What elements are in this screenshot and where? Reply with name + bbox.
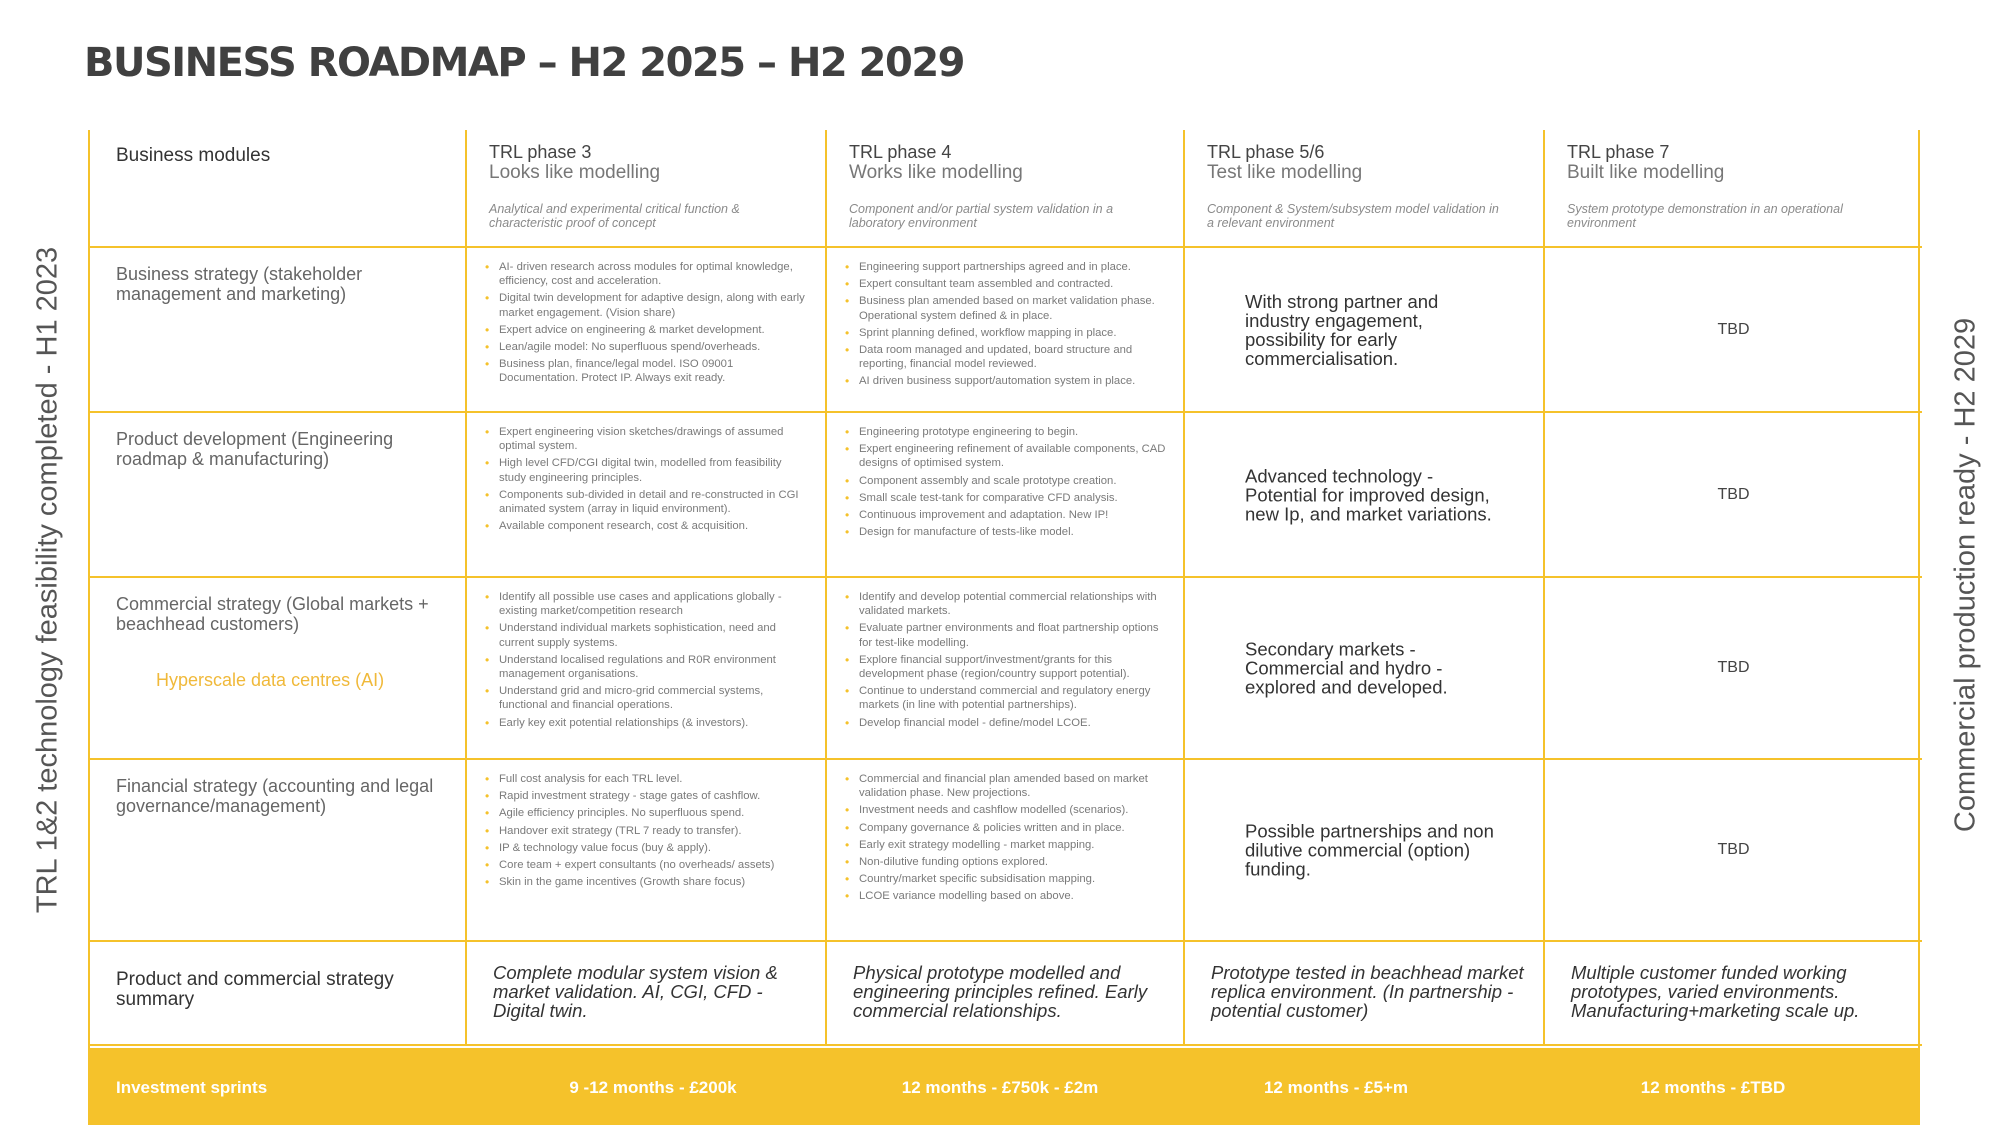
bullet-item: • Skin in the game incentives (Growth share focus) [499,875,811,889]
bullet-item: • LCOE variance modelling based on above. [859,889,1169,903]
cell-financial-phase7 [1545,760,1922,942]
cell-product-phase4 [827,413,1185,578]
summary-phase56: Prototype tested in beachhead market replica environment. (In partnership -potential customer) [1185,942,1545,1046]
bullet-item: • Expert engineering vision sketches/drawings of assumed optimal system. [499,425,811,453]
bullet-list [467,413,825,533]
cell-business-phase4 [827,248,1185,413]
bullet-item: • Understand individual markets sophistication, need and current supply systems. [499,621,811,649]
phase56-text: Advanced technology - Potential for improved design, new Ip, and market variations. [1245,465,1492,524]
bullet-item: • Non-dilutive funding options explored. [859,855,1169,869]
bullet-list [467,578,825,730]
phase-title: TRL phase 5/6 [1207,142,1325,162]
bullet-item: • Commercial and financial plan amended based on market validation phase. New projections. [859,772,1169,800]
sprint-phase4: 12 months - £750k - £2m [901,1078,1099,1097]
bullet-item: • Identify and develop potential commercial relationships with validated markets. [859,590,1169,618]
bullet-item: • Continue to understand commercial and regulatory energy markets (in line with potential partnerships). [859,684,1169,712]
page-title: BUSINESS ROADMAP – H2 2025 – H2 2029 [84,40,965,86]
phase-title: TRL phase 7 [1567,142,1670,162]
cell-financial-phase56 [1185,760,1545,942]
header-trl-phase-4 [827,130,1185,248]
row-label-product-development: Product development (Engineering roadmap & manufacturing) [90,413,467,578]
bullet-list [827,760,1183,904]
bullet-item: • Available component research, cost & acquisition. [499,519,811,533]
bullet-item: • Digital twin development for adaptive design, along with early market engagement. (Vision share) [499,291,811,319]
row-label-commercial-strategy [90,578,467,760]
bullet-item: • Early key exit potential relationships (& investors). [499,716,811,730]
bullet-item: • Early exit strategy modelling - market mapping. [859,838,1169,852]
bullet-item: • Data room managed and updated, board structure and reporting, financial model reviewed. [859,343,1169,371]
bullet-item: • Small scale test-tank for comparative CFD analysis. [859,491,1169,505]
bullet-item: • Business plan, finance/legal model. ISO 09001 Documentation. Protect IP. Always exit ready. [499,357,811,385]
sprint-phase3: 9 -12 months - £200k [569,1078,737,1097]
bullet-item: • Handover exit strategy (TRL 7 ready to transfer). [499,824,811,838]
bullet-item: • Agile efficiency principles. No superfluous spend. [499,806,811,820]
bullet-item: • Core team + expert consultants (no overheads/ assets) [499,858,811,872]
cell-business-phase56 [1185,248,1545,413]
bullet-item: • Business plan amended based on market validation phase. Operational system defined & in place. [859,294,1169,322]
bullet-item: • Engineering support partnerships agreed and in place. [859,260,1169,274]
bullet-item: • Full cost analysis for each TRL level. [499,772,811,786]
phase-subtitle: Test like modelling [1207,162,1363,183]
bullet-item: • Identify all possible use cases and applications globally - existing market/competition research [499,590,811,618]
tbd-text: TBD [1717,841,1750,858]
row-label-text: Commercial strategy (Global markets + beachhead customers) [116,594,429,634]
sprint-phase7: 12 months - £TBD [1640,1078,1786,1097]
cell-product-phase7 [1545,413,1922,578]
cell-commercial-phase3 [467,578,827,760]
phase-subtitle: Built like modelling [1567,162,1725,183]
summary-phase3: Complete modular system vision & market validation. AI, CGI, CFD - Digital twin. [467,942,827,1046]
phase-description: System prototype demonstration in an operational environment [1567,202,1843,230]
phase-description: Component & System/subsystem model validation in a relevant environment [1207,202,1499,230]
bullet-item: • IP & technology value focus (buy & apply). [499,841,811,855]
bullet-item: • Rapid investment strategy - stage gates of cashflow. [499,789,811,803]
bullet-list [827,413,1183,539]
bullet-item: • Lean/agile model: No superfluous spend/overheads. [499,340,811,354]
cell-commercial-phase56 [1185,578,1545,760]
bullet-list [467,760,825,889]
bullet-list [467,248,825,386]
investment-sprints-label: Investment sprints [116,1078,268,1097]
summary-phase4: Physical prototype modelled and engineering principles refined. Early commercial relationships. [827,942,1185,1046]
bullet-item: • High level CFD/CGI digital twin, modelled from feasibility study engineering principles. [499,456,811,484]
bullet-item: • Expert advice on engineering & market development. [499,323,811,337]
investment-sprints-bar [88,1048,1920,1125]
side-label-right: Commercial production ready - H2 2029 [1949,317,1982,833]
side-label-left: TRL 1&2 technology feasibility completed - H1 2023 [31,246,64,914]
header-trl-phase-3 [467,130,827,248]
highlight-text: Hyperscale data centres (AI) [156,670,385,690]
header-business-modules: Business modules [90,130,467,248]
cell-commercial-phase4 [827,578,1185,760]
header-trl-phase-7 [1545,130,1922,248]
roadmap-table [88,130,1920,1050]
cell-product-phase56 [1185,413,1545,578]
bullet-item: • Investment needs and cashflow modelled (scenarios). [859,803,1169,817]
cell-business-phase7 [1545,248,1922,413]
sprint-phase56: 12 months - £5+m [1263,1078,1409,1097]
cell-commercial-phase7 [1545,578,1922,760]
cell-business-phase3 [467,248,827,413]
phase-title: TRL phase 3 [489,142,592,162]
bullet-item: • Company governance & policies written and in place. [859,821,1169,835]
bullet-item: • AI- driven research across modules for optimal knowledge, efficiency, cost and acceleration. [499,260,811,288]
bullet-item: • Evaluate partner environments and float partnership options for test-like modelling. [859,621,1169,649]
phase-description: Component and/or partial system validation in a laboratory environment [849,202,1114,230]
tbd-text: TBD [1717,320,1750,338]
bullet-item: • Country/market specific subsidisation mapping. [859,872,1169,886]
summary-phase7: Multiple customer funded working prototypes, varied environments. Manufacturing+marketing scale up. [1545,942,1922,1046]
bullet-item: • Expert consultant team assembled and contracted. [859,277,1169,291]
phase-subtitle: Looks like modelling [489,162,661,183]
bullet-item: • Develop financial model - define/model LCOE. [859,716,1169,730]
bullet-item: • Component assembly and scale prototype creation. [859,474,1169,488]
phase-description: Analytical and experimental critical function & characteristic proof of concept [489,202,740,230]
phase-subtitle: Works like modelling [849,162,1023,183]
tbd-text: TBD [1717,485,1750,503]
bullet-list [827,578,1183,730]
row-label-summary: Product and commercial strategy summary [90,942,467,1046]
phase56-text: With strong partner and industry engagement, possibility for early commercialisation. [1245,290,1439,369]
bullet-item: • Continuous improvement and adaptation. New IP! [859,508,1169,522]
cell-financial-phase3 [467,760,827,942]
cell-financial-phase4 [827,760,1185,942]
bullet-item: • Understand localised regulations and R0R environment management organisations. [499,653,811,681]
bullet-item: • Expert engineering refinement of available components, CAD designs of optimised system. [859,442,1169,470]
row-label-financial-strategy: Financial strategy (accounting and legal governance/management) [90,760,467,942]
row-label-business-strategy: Business strategy (stakeholder management and marketing) [90,248,467,413]
phase-title: TRL phase 4 [849,142,952,162]
bullet-item: • Components sub-divided in detail and re-constructed in CGI animated system (array in liquid environment). [499,488,811,516]
header-trl-phase-5-6 [1185,130,1545,248]
bullet-item: • Explore financial support/investment/grants for this development phase (region/country support potential). [859,653,1169,681]
bullet-list [827,248,1183,389]
phase56-text: Possible partnerships and non dilutive commercial (option) funding. [1245,820,1494,880]
phase56-text: Secondary markets - Commercial and hydro - explored and developed. [1245,638,1448,698]
bullet-item: • Engineering prototype engineering to begin. [859,425,1169,439]
bullet-item: • AI driven business support/automation system in place. [859,374,1169,388]
tbd-text: TBD [1717,659,1750,676]
bullet-item: • Understand grid and micro-grid commercial systems, functional and financial operations. [499,684,811,712]
bullet-item: • Design for manufacture of tests-like model. [859,525,1169,539]
cell-product-phase3 [467,413,827,578]
bullet-item: • Sprint planning defined, workflow mapping in place. [859,326,1169,340]
